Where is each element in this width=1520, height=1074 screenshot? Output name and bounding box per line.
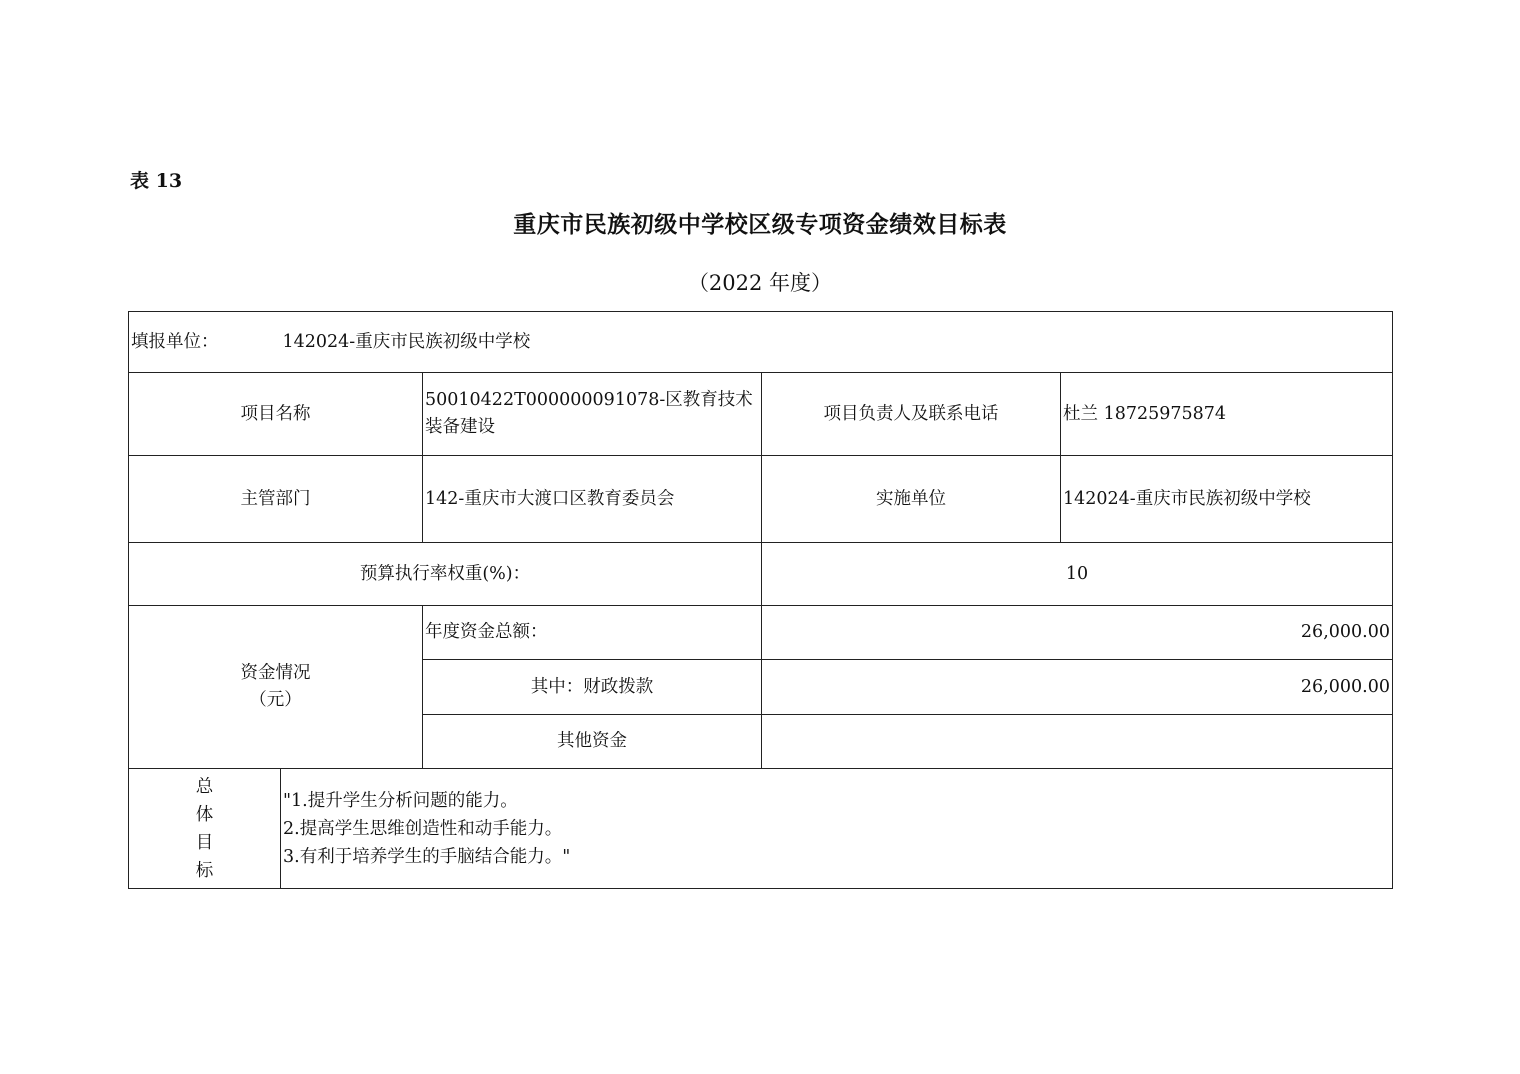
annual-total-label: 年度资金总额： <box>423 606 762 660</box>
goal-line: "1.提升学生分析问题的能力。 <box>283 790 518 811</box>
implementing-unit-label: 实施单位 <box>762 456 1061 543</box>
project-name-row <box>129 373 1393 456</box>
filling-unit-value: 142024-重庆市民族初级中学校 <box>282 331 531 352</box>
document-title: 重庆市民族初级中学校区级专项资金绩效目标表 <box>513 211 1007 238</box>
annual-total-value: 26,000.00 <box>762 606 1393 660</box>
filling-unit-row <box>129 312 1393 373</box>
department-label: 主管部门 <box>129 456 423 543</box>
goal-line: 2.提高学生思维创造性和动手能力。 <box>283 818 563 839</box>
project-name-value: 50010422T000000091078-区教育技术装备建设 <box>423 373 762 456</box>
filling-unit-label: 填报单位： <box>131 331 219 352</box>
other-funds-value <box>762 715 1393 769</box>
other-funds-label: 其他资金 <box>423 715 762 769</box>
goal-label-char: 目 <box>195 832 214 853</box>
filling-unit-cell <box>129 312 1393 373</box>
fiscal-allocation-value: 26,000.00 <box>762 660 1393 715</box>
funds-unit-label: （元） <box>249 690 302 710</box>
department-row <box>129 456 1393 543</box>
fiscal-allocation-label: 其中：财政拨款 <box>423 660 762 715</box>
performance-target-table <box>128 311 1393 889</box>
budget-weight-row <box>129 543 1393 606</box>
project-owner-value: 杜兰 18725975874 <box>1061 373 1393 456</box>
funds-total-row <box>129 606 1393 660</box>
budget-weight-value: 10 <box>762 543 1393 606</box>
overall-goal-content <box>281 769 1393 889</box>
overall-goal-label <box>129 769 281 889</box>
goal-label-char: 体 <box>195 804 214 825</box>
table-number: 表 13 <box>130 170 183 192</box>
budget-weight-label: 预算执行率权重(%)： <box>129 543 762 606</box>
department-value: 142-重庆市大渡口区教育委员会 <box>423 456 762 543</box>
overall-goal-row <box>129 769 1393 889</box>
funds-label: 资金情况 <box>240 663 311 683</box>
goal-line: 3.有利于培养学生的手脑结合能力。" <box>283 846 571 867</box>
implementing-unit-value: 142024-重庆市民族初级中学校 <box>1061 456 1393 543</box>
document-subtitle: （2022 年度） <box>687 271 833 295</box>
funds-label-cell <box>129 606 423 769</box>
project-name-label: 项目名称 <box>129 373 423 456</box>
goal-label-char: 标 <box>195 860 214 881</box>
goal-label-char: 总 <box>195 776 214 797</box>
project-owner-label: 项目负责人及联系电话 <box>762 373 1061 456</box>
